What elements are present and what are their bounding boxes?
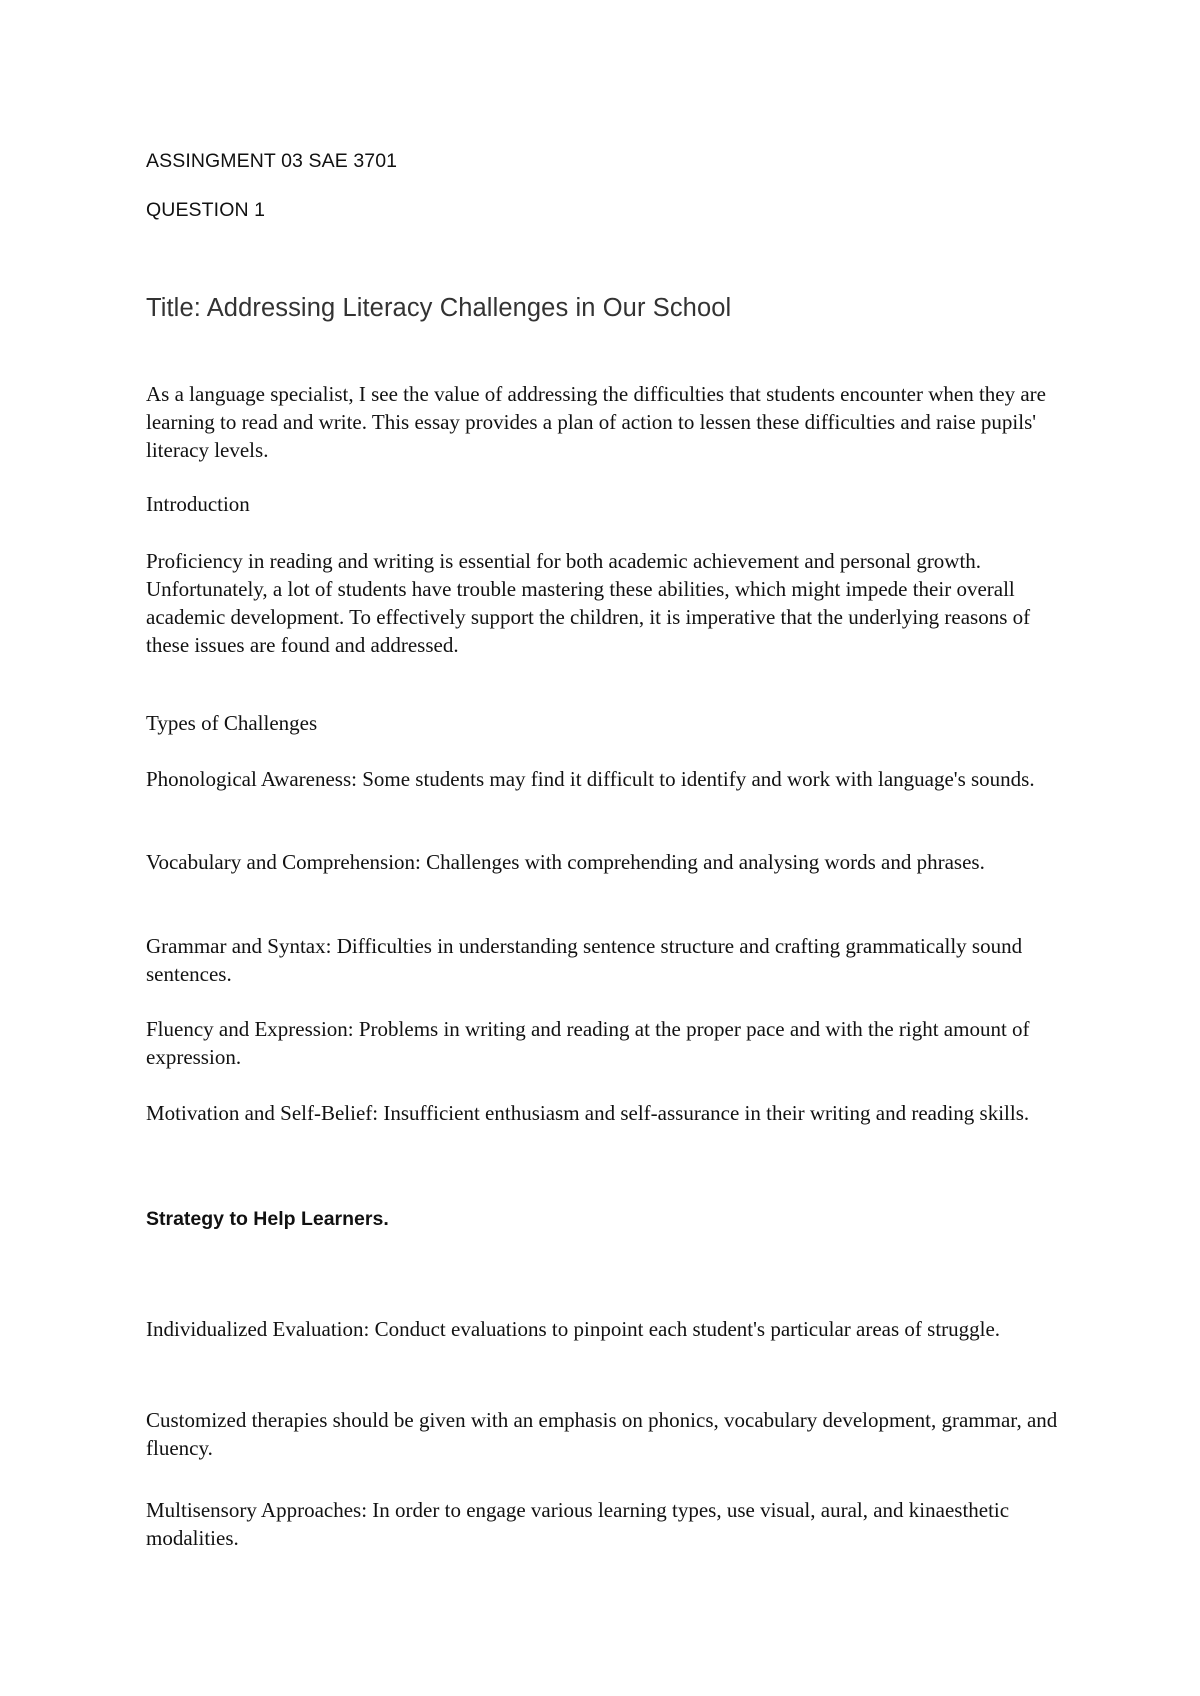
introduction-heading: Introduction — [146, 492, 250, 516]
challenge-item: Vocabulary and Comprehension: Challenges with comprehending and analysing words and phrases. — [146, 850, 985, 874]
introduction-paragraph: Proficiency in reading and writing is essential for both academic achievement and personal growth. Unfortunately, a lot of students have trouble mastering these abilities, which might impede their overall academic development. To effectively support the children, it is imperative that the underlying reasons of these issues are found and addressed. — [146, 549, 1031, 657]
assignment-header: ASSINGMENT 03 SAE 3701 — [146, 150, 398, 172]
challenge-item: Grammar and Syntax: Difficulties in understanding sentence structure and crafting grammatically sound sentences. — [146, 934, 1023, 986]
challenges-heading: Types of Challenges — [146, 711, 318, 735]
strategy-heading: Strategy to Help Learners. — [146, 1208, 389, 1230]
document-title: Title: Addressing Literacy Challenges in Our School — [146, 294, 732, 322]
strategy-item: Multisensory Approaches: In order to engage various learning types, use visual, aural, and kinaesthetic modalities. — [146, 1498, 1010, 1550]
intro-paragraph: As a language specialist, I see the value of addressing the difficulties that students encounter when they are learning to read and write. This essay provides a plan of action to lessen these difficulties and raise pupils' literacy levels. — [146, 382, 1046, 462]
challenge-item: Motivation and Self-Belief: Insufficient enthusiasm and self-assurance in their writing and reading skills. — [146, 1101, 1030, 1125]
challenge-item: Fluency and Expression: Problems in writing and reading at the proper pace and with the right amount of expression. — [146, 1017, 1030, 1069]
strategy-item: Customized therapies should be given with an emphasis on phonics, vocabulary development, grammar, and fluency. — [146, 1408, 1058, 1460]
challenge-item: Phonological Awareness: Some students may find it difficult to identify and work with language's sounds. — [146, 767, 1035, 791]
question-label: QUESTION 1 — [146, 199, 266, 221]
strategy-item: Individualized Evaluation: Conduct evaluations to pinpoint each student's particular areas of struggle. — [146, 1317, 1001, 1341]
